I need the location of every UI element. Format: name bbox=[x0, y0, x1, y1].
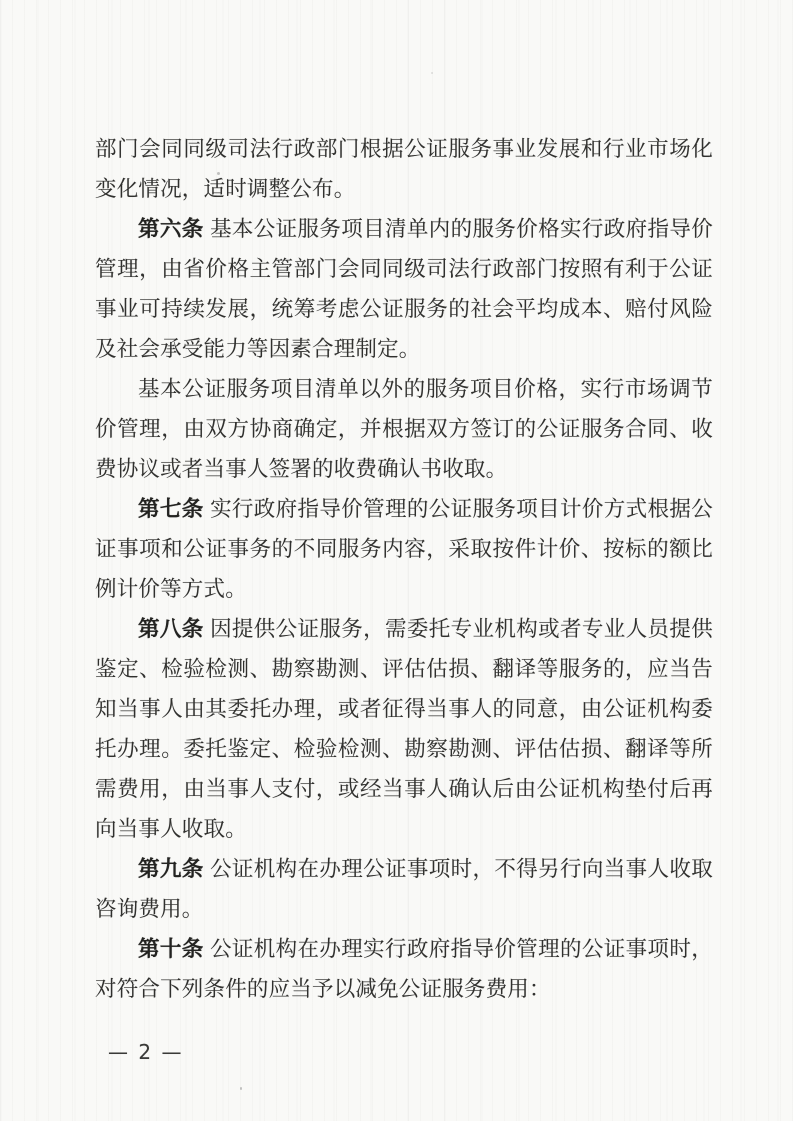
scan-speck bbox=[431, 72, 433, 74]
article-number: 第七条 bbox=[138, 497, 204, 522]
article-number: 第九条 bbox=[138, 857, 204, 882]
article-number: 第十条 bbox=[138, 937, 204, 962]
article-paragraph bbox=[95, 930, 713, 1010]
article-paragraph bbox=[95, 490, 713, 610]
article-paragraph bbox=[95, 850, 713, 930]
paragraph-text: 实行政府指导价管理的公证服务项目计价方式根据公证事项和公证事务的不同服务内容，采取按件计价、按标的额比例计价等方式。 bbox=[95, 497, 713, 602]
page-number: — 2 — bbox=[108, 1040, 184, 1064]
article-paragraph bbox=[95, 610, 713, 850]
article-number: 第六条 bbox=[138, 217, 204, 242]
paragraph-text: 因提供公证服务，需委托专业机构或者专业人员提供鉴定、检验检测、勘察勘测、评估估损、翻译等服务的，应当告知当事人由其委托办理，或者征得当事人的同意，由公证机构委托办理。委托鉴定、检验检测、勘察勘测、评估估损、翻译等所需费用，由当事人支付，或经当事人确认后由公证机构垫付后再向当事人收取。 bbox=[95, 617, 713, 842]
scan-speck bbox=[217, 172, 220, 175]
paragraph-text: 基本公证服务项目清单以外的服务项目价格，实行市场调节价管理，由双方协商确定，并根据双方签订的公证服务合同、收费协议或者当事人签署的收费确认书收取。 bbox=[95, 377, 713, 482]
paragraph-text: 公证机构在办理公证事项时，不得另行向当事人收取咨询费用。 bbox=[95, 857, 713, 922]
paragraph-text: 基本公证服务项目清单内的服务价格实行政府指导价管理，由省价格主管部门会同同级司法行政部门按照有利于公证事业可持续发展，统筹考虑公证服务的社会平均成本、赔付风险及社会承受能力等因素合理制定。 bbox=[95, 217, 713, 362]
paragraph-text: 公证机构在办理实行政府指导价管理的公证事项时，对符合下列条件的应当予以减免公证服务费用： bbox=[95, 937, 713, 1002]
paragraph-text: 部门会同同级司法行政部门根据公证服务事业发展和行业市场化变化情况，适时调整公布。 bbox=[95, 137, 713, 202]
paragraph bbox=[95, 370, 713, 490]
article-number: 第八条 bbox=[138, 617, 204, 642]
scan-speck bbox=[240, 1087, 242, 1090]
document-body bbox=[95, 130, 713, 1010]
paragraph bbox=[95, 130, 713, 210]
article-paragraph bbox=[95, 210, 713, 370]
